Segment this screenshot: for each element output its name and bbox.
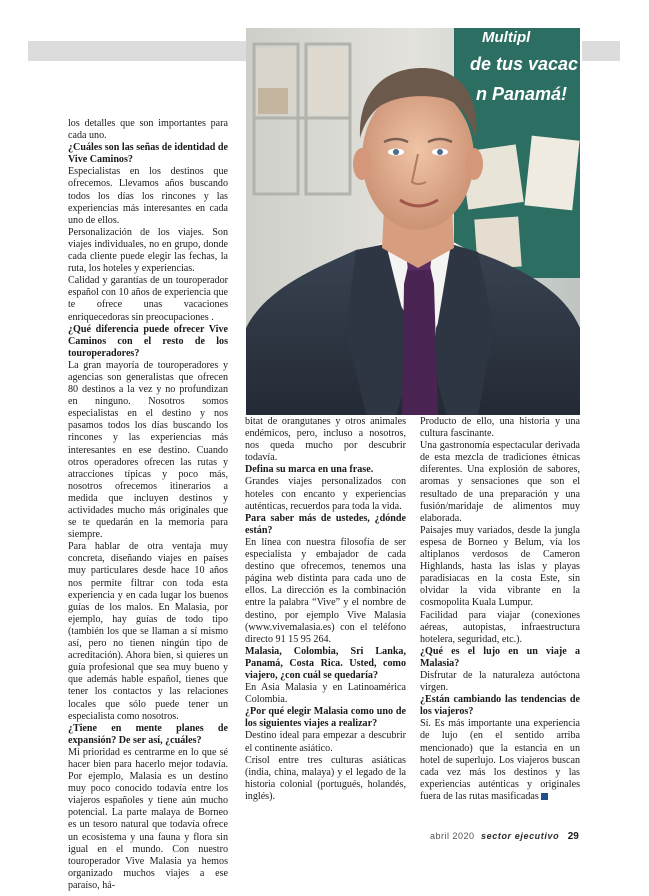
question-heading: ¿Están cambiando las tendencias de los viajeros? xyxy=(420,694,580,718)
poster-text-0: Multipl xyxy=(482,29,531,46)
footer-date: abril 2020 xyxy=(430,831,475,841)
paragraph: Sí. Es más importante una experiencia de lujo (en el sentido arriba mencionado) que la estancia en un hotel de superlujo. Los viajeros buscan cada vez más los destinos y las experiencias auténticas y originales fuera de las rutas masificadas xyxy=(420,718,580,802)
question-heading: Defina su marca en una frase. xyxy=(245,464,374,476)
portrait-photo xyxy=(246,28,580,415)
paragraph: Personalización de los viajes. Son viajes individuales, no en grupo, donde cada cliente puede elegir las fechas, la ruta, los hoteles y experiencias. xyxy=(68,226,228,275)
question-heading: ¿Cuáles son las señas de identidad de Vive Caminos? xyxy=(68,142,228,166)
paragraph: Crisol entre tres culturas asiáticas (india, china, malaya) y el legado de la historia colonial (portugués, holandés, inglés). xyxy=(245,754,406,802)
paragraph: Disfrutar de la naturaleza autóctona virgen. xyxy=(420,669,580,694)
question-heading: Para saber más de ustedes, ¿dónde están? xyxy=(245,512,406,536)
question-heading: ¿Tiene en mente planes de expansión? De ser así, ¿cuáles? xyxy=(68,722,228,746)
paragraph: los detalles que son importantes para cada uno. xyxy=(68,118,228,142)
text-column-3 xyxy=(420,416,580,803)
paragraph: bitat de orangutanes y otros animales endémicos, pero, incluso a nosotros, nos queda mucho por descubrir todavía. xyxy=(245,416,406,464)
portrait-illustration xyxy=(246,28,580,415)
paragraph: Paisajes muy variados, desde la jungla espesa de Borneo y Belum, vía los altiplanos verdosos de Cameron Highlands, hasta las islas y playas paradisiacas en la costa Este, sin olvidar la vida vibrante en la cosmopolita Kuala Lumpur. xyxy=(420,524,580,609)
header-band-right xyxy=(582,41,620,61)
paragraph: Calidad y garantías de un touroperador español con 10 años de experiencia que te ofrece unas vacaciones enriquecedoras sin preocupaciones . xyxy=(68,275,228,323)
paragraph: En Asia Malasia y en Latinoamérica Colombia. xyxy=(245,682,406,706)
paragraph: Producto de ello, una historia y una cultura fascinante. xyxy=(420,416,580,440)
text-column-1 xyxy=(68,118,228,892)
paragraph: Una gastronomía espectacular derivada de esta mezcla de tradiciones étnicas diferentes. Una explosión de sabores, aromas y sensaciones que son el resultado de una preparación y una fusión/maridaje de alimentos muy elaborada. xyxy=(420,440,580,524)
poster-text-2: n Panamá! xyxy=(476,84,568,104)
question-heading: ¿Por qué elegir Malasia como uno de los siguientes viajes a realizar? xyxy=(245,706,406,730)
poster-text-1: de tus vacac xyxy=(470,54,579,74)
footer-publication: sector ejecutivo xyxy=(481,831,560,841)
page-footer xyxy=(430,831,602,845)
paragraph: Destino ideal para empezar a descubrir el continente asiático. xyxy=(245,730,406,754)
paragraph: Grandes viajes personalizados con hoteles con encanto y experiencias auténticas, recuerdos para toda la vida. xyxy=(245,476,406,512)
question-heading: ¿Qué diferencia puede ofrecer Vive Caminos con el resto de los touroperadores? xyxy=(68,323,228,359)
text-column-2 xyxy=(245,416,406,803)
paragraph: En línea con nuestra filosofía de ser especialista y embajador de cada destino que ofrecemos, tenemos una página web distinta para cada uno de ellos. La dirección es la combinación entre la palabra “Vive” y el nombre de destino, por ejemplo Vive Malasia (www.vivemalasia.es) con el teléfono directo 91 15 95 264. xyxy=(245,536,406,645)
question-heading: ¿Qué es el lujo en un viaje a Malasia? xyxy=(420,645,580,669)
paragraph: La gran mayoría de touroperadores y agencias son generalistas que ofrecen 80 destinos a la vez y no profundizan en ninguno. Nosotros somos especialistas en el destino y nos pasamos todos los días buscando los rincones y las experiencias más interesantes en ese destino. Cuando otros operadores ofrecen las rutas y atracciones típicas y poco más, nosotros ofrecemos itinerarios a medida que incluyen destinos y actividades mucho más originales que se te quedarán en la memoria para siempre. xyxy=(68,359,228,541)
paragraph: Facilidad para viajar (conexiones aéreas, autopistas, infraestructura hotelera, seguridad, etc.). xyxy=(420,609,580,645)
header-band-left xyxy=(28,41,246,61)
page-number: 29 xyxy=(567,831,579,842)
end-of-article-mark xyxy=(541,793,548,800)
paragraph: Mi prioridad es centrarme en lo que sé hacer bien para hacerlo mejor todavía. Por ejemplo, Malasia es un destino muy poco conocido todavía entre los viajeros españoles y tiene aún mucho potencial. La parte malaya de Borneo es un tesoro natural que todavía ofrece un ecosistema y una fauna y flora sin igual en el mundo. Con nuestro touroperador Vive Malasia ya hemos organizado muchos viajes a ese paraíso, há- xyxy=(68,746,228,891)
paragraph: Para hablar de otra ventaja muy concreta, diseñando viajes en países muy particulares desde hace 10 años nos permite filtrar con toda esta experiencia y en cada lugar los buenos guías de los malos. En Malasia, por ejemplo, hay guías de todo tipo (también los que se llaman a sí mismo así, pero no tienen ningún tipo de acreditación). Ahora bien, si quieres un guía profesional que sea muy bueno y que además hable español, tienes que tener los contactos y las relaciones locales que sólo puede tener un especialista como nosotros. xyxy=(68,541,228,722)
question-heading: Malasia, Colombia, Sri Lanka, Panamá, Costa Rica. Usted, como viajero, ¿con cuál se quedaría? xyxy=(245,645,406,681)
paragraph: Especialistas en los destinos que ofrecemos. Llevamos años buscando todos los días los rincones y las experiencias más interesantes en cada uno de ellos. xyxy=(68,166,228,226)
